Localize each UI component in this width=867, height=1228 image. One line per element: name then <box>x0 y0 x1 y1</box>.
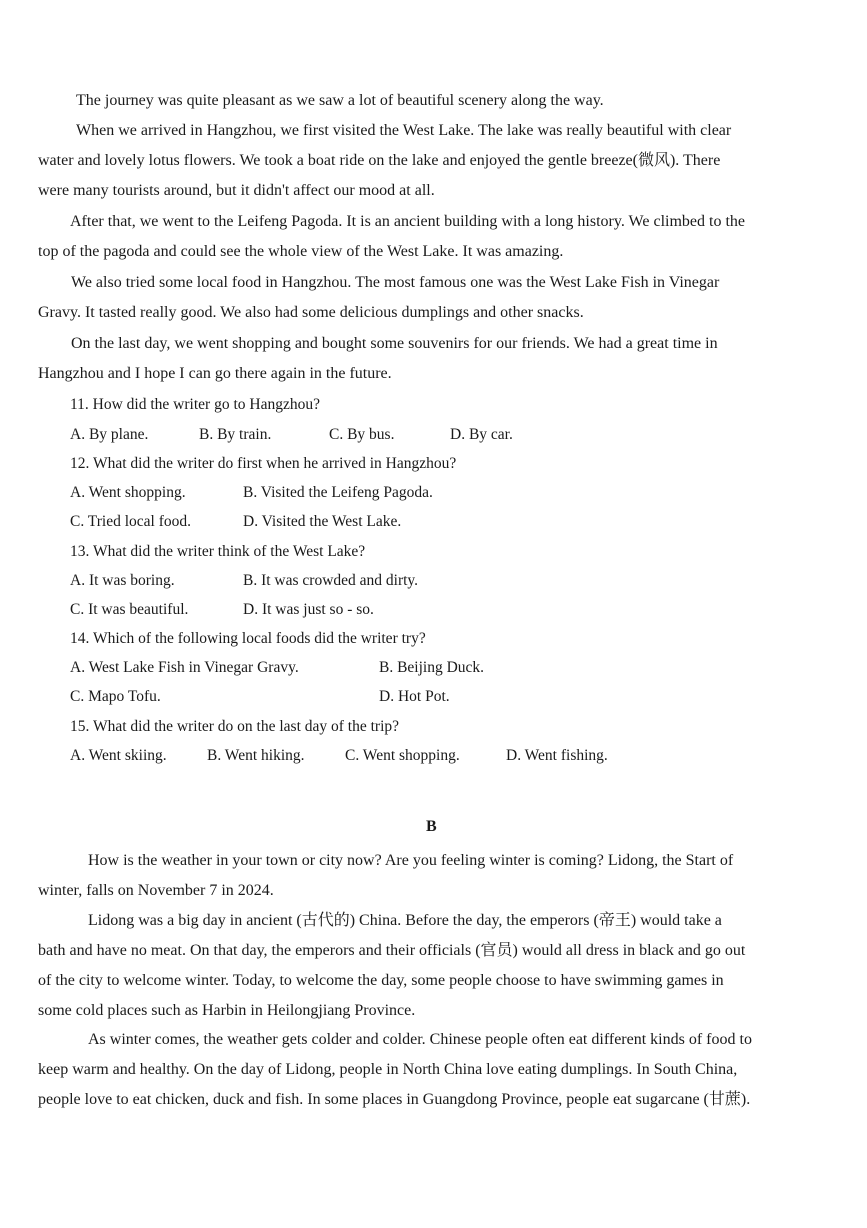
option-c[interactable]: C. It was beautiful. <box>70 601 189 618</box>
section-heading: B <box>426 818 437 835</box>
option-d[interactable]: D. By car. <box>450 426 513 443</box>
text-line: On the last day, we went shopping and bought some souvenirs for our friends. We had a great time in <box>71 335 718 352</box>
option-d[interactable]: D. Visited the West Lake. <box>243 513 402 530</box>
paragraph <box>38 86 826 116</box>
option-b[interactable]: B. It was crowded and dirty. <box>243 572 419 589</box>
text-line: We also tried some local food in Hangzhou. The most famous one was the West Lake Fish in Vinegar <box>71 274 720 291</box>
paragraph <box>38 846 826 906</box>
question-stem: 13. What did the writer think of the West Lake? <box>70 543 366 560</box>
option-a[interactable]: A. West Lake Fish in Vinegar Gravy. <box>70 659 299 676</box>
text-line: Lidong was a big day in ancient (古代的) China. Before the day, the emperors (帝王) would take a <box>88 912 722 929</box>
paragraph <box>38 116 826 206</box>
paragraph <box>38 207 826 267</box>
option-d[interactable]: D. Went fishing. <box>506 747 608 764</box>
option-d[interactable]: D. Hot Pot. <box>379 688 450 705</box>
question-stem: 14. Which of the following local foods did the writer try? <box>70 630 426 647</box>
paragraph <box>38 1025 826 1115</box>
text-line: some cold places such as Harbin in Heilongjiang Province. <box>38 1002 416 1019</box>
text-line: How is the weather in your town or city now? Are you feeling winter is coming? Lidong, the Start of <box>88 852 734 869</box>
paragraph <box>38 906 826 1026</box>
option-a[interactable]: A. It was boring. <box>70 572 175 589</box>
text-line: people love to eat chicken, duck and fish. In some places in Guangdong Province, people eat sugarcane (甘蔗). <box>38 1091 751 1108</box>
question-stem: 15. What did the writer do on the last day of the trip? <box>70 718 400 735</box>
option-c[interactable]: C. By bus. <box>329 426 395 443</box>
option-d[interactable]: D. It was just so - so. <box>243 601 374 618</box>
text-line: Gravy. It tasted really good. We also had some delicious dumplings and other snacks. <box>38 304 584 321</box>
text-line: keep warm and healthy. On the day of Lidong, people in North China love eating dumplings. In South China, <box>38 1061 738 1078</box>
question-stem: 11. How did the writer go to Hangzhou? <box>70 396 320 413</box>
text-line: After that, we went to the Leifeng Pagoda. It is an ancient building with a long history. We climbed to the <box>70 213 745 230</box>
option-b[interactable]: B. Visited the Leifeng Pagoda. <box>243 484 433 501</box>
option-b[interactable]: B. Beijing Duck. <box>379 659 485 676</box>
option-b[interactable]: B. Went hiking. <box>207 747 305 764</box>
text-line: top of the pagoda and could see the whole view of the West Lake. It was amazing. <box>38 243 564 260</box>
text-line: As winter comes, the weather gets colder and colder. Chinese people often eat different kinds of food to <box>88 1031 752 1048</box>
option-c[interactable]: C. Mapo Tofu. <box>70 688 161 705</box>
text-line: winter, falls on November 7 in 2024. <box>38 882 274 899</box>
text-line: Hangzhou and I hope I can go there again in the future. <box>38 365 392 382</box>
option-c[interactable]: C. Went shopping. <box>345 747 460 764</box>
option-b[interactable]: B. By train. <box>199 426 272 443</box>
text-line: of the city to welcome winter. Today, to welcome the day, some people choose to have swimming games in <box>38 972 724 989</box>
option-a[interactable]: A. Went skiing. <box>70 747 167 764</box>
text-line: were many tourists around, but it didn't affect our mood at all. <box>38 182 435 199</box>
text-line: bath and have no meat. On that day, the emperors and their officials (官员) would all dress in black and go out <box>38 942 746 959</box>
text-line: The journey was quite pleasant as we saw a lot of beautiful scenery along the way. <box>76 92 604 109</box>
paragraph <box>38 268 826 328</box>
question-stem: 12. What did the writer do first when he arrived in Hangzhou? <box>70 455 457 472</box>
option-a[interactable]: A. By plane. <box>70 426 149 443</box>
option-a[interactable]: A. Went shopping. <box>70 484 186 501</box>
text-line: water and lovely lotus flowers. We took a boat ride on the lake and enjoyed the gentle breeze(微风). There <box>38 152 721 169</box>
text-line: When we arrived in Hangzhou, we first visited the West Lake. The lake was really beautiful with clear <box>76 122 732 139</box>
paragraph <box>38 329 826 389</box>
option-c[interactable]: C. Tried local food. <box>70 513 191 530</box>
